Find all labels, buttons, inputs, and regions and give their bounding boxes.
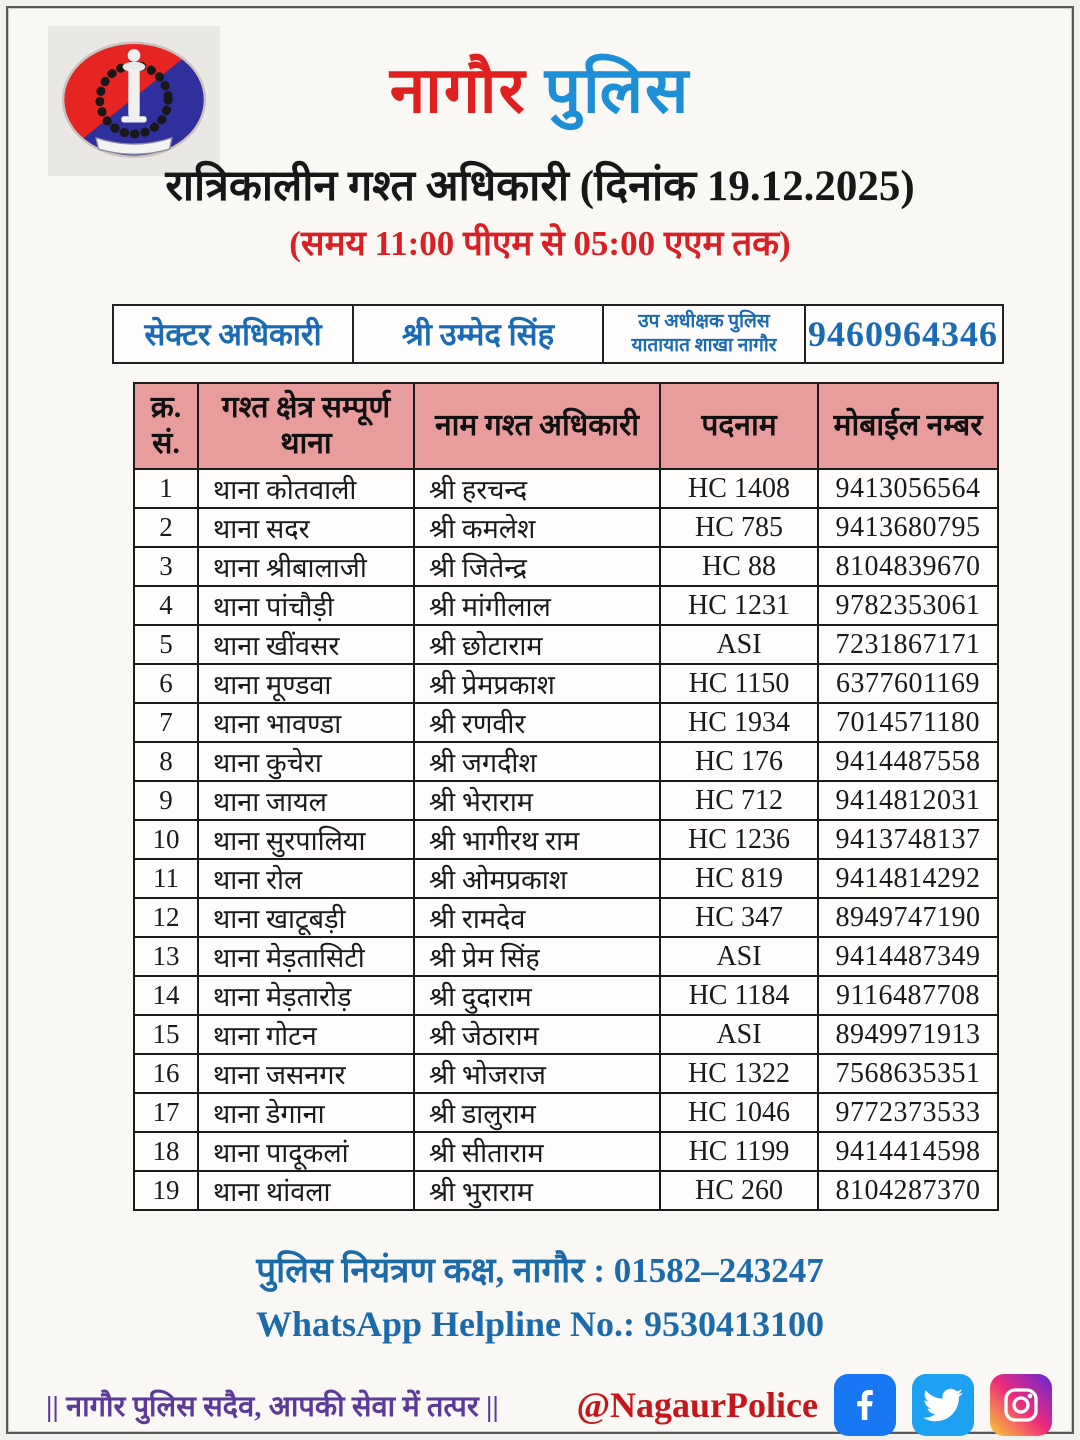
cell-patrol-area: थाना खींवसर [198, 625, 414, 664]
cell-designation: HC 1236 [660, 820, 818, 859]
cell-officer-name: श्री भुराराम [414, 1171, 660, 1210]
cell-designation: HC 785 [660, 508, 818, 547]
helpline-footer [8, 1246, 1072, 1345]
cell-designation: HC 819 [660, 859, 818, 898]
cell-serial-no: 13 [134, 937, 198, 976]
cell-serial-no: 5 [134, 625, 198, 664]
cell-serial-no: 3 [134, 547, 198, 586]
cell-designation: HC 1150 [660, 664, 818, 703]
cell-mobile-number: 8949971913 [818, 1015, 998, 1054]
table-header [134, 383, 998, 469]
cell-patrol-area: थाना भावण्डा [198, 703, 414, 742]
cell-patrol-area: थाना पादूकलां [198, 1132, 414, 1171]
sector-officer-label: सेक्टर अधिकारी [114, 306, 354, 362]
cell-serial-no: 2 [134, 508, 198, 547]
cell-officer-name: श्री प्रेमप्रकाश [414, 664, 660, 703]
patrol-officers-table [133, 382, 999, 1211]
cell-patrol-area: थाना जसनगर [198, 1054, 414, 1093]
cell-patrol-area: थाना सदर [198, 508, 414, 547]
cell-officer-name: श्री रामदेव [414, 898, 660, 937]
cell-mobile-number: 7568635351 [818, 1054, 998, 1093]
cell-officer-name: श्री ओमप्रकाश [414, 859, 660, 898]
table-row [134, 469, 998, 508]
table-row [134, 547, 998, 586]
cell-designation: ASI [660, 937, 818, 976]
cell-mobile-number: 9414487349 [818, 937, 998, 976]
cell-designation: HC 88 [660, 547, 818, 586]
table-row [134, 976, 998, 1015]
cell-serial-no: 19 [134, 1171, 198, 1210]
patrol-time-range: (समय 11:00 पीएम से 05:00 एएम तक) [289, 224, 791, 264]
table-row [134, 859, 998, 898]
cell-officer-name: श्री जगदीश [414, 742, 660, 781]
cell-patrol-area: थाना रोल [198, 859, 414, 898]
cell-patrol-area: थाना जायल [198, 781, 414, 820]
cell-patrol-area: थाना श्रीबालाजी [198, 547, 414, 586]
cell-designation: HC 1934 [660, 703, 818, 742]
cell-serial-no: 10 [134, 820, 198, 859]
header-designation: पदनाम [660, 383, 818, 469]
cell-officer-name: श्री मांगीलाल [414, 586, 660, 625]
cell-mobile-number: 8949747190 [818, 898, 998, 937]
cell-mobile-number: 9772373533 [818, 1093, 998, 1132]
table-row [134, 1171, 998, 1210]
cell-mobile-number: 9413056564 [818, 469, 998, 508]
table-row [134, 586, 998, 625]
cell-designation: HC 1046 [660, 1093, 818, 1132]
cell-officer-name: श्री भागीरथ राम [414, 820, 660, 859]
page-title [8, 56, 1072, 126]
cell-patrol-area: थाना थांवला [198, 1171, 414, 1210]
cell-serial-no: 18 [134, 1132, 198, 1171]
cell-mobile-number: 9116487708 [818, 976, 998, 1015]
cell-serial-no: 4 [134, 586, 198, 625]
cell-officer-name: श्री प्रेम सिंह [414, 937, 660, 976]
cell-mobile-number: 8104839670 [818, 547, 998, 586]
cell-officer-name: श्री छोटाराम [414, 625, 660, 664]
cell-designation: HC 1408 [660, 469, 818, 508]
cell-patrol-area: थाना खाटूबड़ी [198, 898, 414, 937]
page-header [8, 8, 1072, 266]
instagram-icon [990, 1374, 1052, 1436]
cell-mobile-number: 9414414598 [818, 1132, 998, 1171]
table-row [134, 1132, 998, 1171]
cell-officer-name: श्री भेराराम [414, 781, 660, 820]
table-row [134, 937, 998, 976]
table-row [134, 625, 998, 664]
cell-serial-no: 8 [134, 742, 198, 781]
cell-serial-no: 6 [134, 664, 198, 703]
cell-designation: ASI [660, 1015, 818, 1054]
cell-serial-no: 11 [134, 859, 198, 898]
cell-patrol-area: थाना मूण्डवा [198, 664, 414, 703]
title-word-nagaur: नागौर [389, 55, 527, 126]
sector-officer-phone: 9460964346 [808, 314, 998, 354]
cell-designation: HC 1322 [660, 1054, 818, 1093]
poster-frame [6, 6, 1074, 1434]
cell-serial-no: 15 [134, 1015, 198, 1054]
cell-officer-name: श्री रणवीर [414, 703, 660, 742]
cell-designation: HC 1231 [660, 586, 818, 625]
cell-designation: ASI [660, 625, 818, 664]
table-body [134, 469, 998, 1210]
cell-officer-name: श्री सीताराम [414, 1132, 660, 1171]
cell-patrol-area: थाना गोटन [198, 1015, 414, 1054]
police-slogan: || नागौर पुलिस सदैव, आपकी सेवा में तत्पर || [46, 1390, 499, 1423]
cell-officer-name: श्री डालुराम [414, 1093, 660, 1132]
cell-serial-no: 7 [134, 703, 198, 742]
header-patrol-area: गश्त क्षेत्र सम्पूर्ण थाना [198, 383, 414, 469]
cell-designation: HC 712 [660, 781, 818, 820]
table-row [134, 1093, 998, 1132]
cell-mobile-number: 8104287370 [818, 1171, 998, 1210]
table-row [134, 1015, 998, 1054]
cell-patrol-area: थाना मेड़तासिटी [198, 937, 414, 976]
table-row [134, 1054, 998, 1093]
cell-officer-name: श्री भोजराज [414, 1054, 660, 1093]
cell-mobile-number: 7014571180 [818, 703, 998, 742]
table-row [134, 703, 998, 742]
whatsapp-helpline-line: WhatsApp Helpline No.: 9530413100 [255, 1304, 825, 1344]
table-row [134, 664, 998, 703]
sector-officer-strip [112, 304, 1004, 364]
cell-mobile-number: 9413748137 [818, 820, 998, 859]
cell-officer-name: श्री जितेन्द्र [414, 547, 660, 586]
cell-patrol-area: थाना मेड़तारोड़ [198, 976, 414, 1015]
notice-subtitle: रात्रिकालीन गश्त अधिकारी (दिनांक 19.12.2025) [165, 163, 915, 211]
header-officer-name: नाम गश्त अधिकारी [414, 383, 660, 469]
facebook-icon [834, 1374, 896, 1436]
cell-patrol-area: थाना कोतवाली [198, 469, 414, 508]
cell-patrol-area: थाना पांचौड़ी [198, 586, 414, 625]
cell-designation: HC 347 [660, 898, 818, 937]
cell-patrol-area: थाना कुचेरा [198, 742, 414, 781]
cell-officer-name: श्री कमलेश [414, 508, 660, 547]
cell-patrol-area: थाना डेगाना [198, 1093, 414, 1132]
designation-line1: उप अधीक्षक पुलिस [638, 311, 770, 333]
title-word-police: पुलिस [544, 55, 691, 126]
cell-serial-no: 14 [134, 976, 198, 1015]
cell-mobile-number: 9413680795 [818, 508, 998, 547]
cell-serial-no: 1 [134, 469, 198, 508]
sector-officer-name: श्री उम्मेद सिंह [354, 306, 604, 362]
cell-serial-no: 12 [134, 898, 198, 937]
cell-mobile-number: 9414487558 [818, 742, 998, 781]
cell-designation: HC 1184 [660, 976, 818, 1015]
cell-patrol-area: थाना सुरपालिया [198, 820, 414, 859]
cell-designation: HC 176 [660, 742, 818, 781]
cell-serial-no: 9 [134, 781, 198, 820]
social-handle: @NagaurPolice [576, 1385, 818, 1425]
cell-designation: HC 1199 [660, 1132, 818, 1171]
table-row [134, 742, 998, 781]
bottom-bar [22, 1374, 1058, 1436]
table-row [134, 898, 998, 937]
sector-officer-designation [604, 306, 806, 362]
designation-line2: यातायात शाखा नागौर [631, 335, 777, 356]
control-room-line: पुलिस नियंत्रण कक्ष, नागौर : 01582–243247 [256, 1251, 824, 1290]
cell-mobile-number: 9414812031 [818, 781, 998, 820]
twitter-icon [912, 1374, 974, 1436]
table-row [134, 508, 998, 547]
cell-officer-name: श्री जेठाराम [414, 1015, 660, 1054]
cell-designation: HC 260 [660, 1171, 818, 1210]
cell-mobile-number: 6377601169 [818, 664, 998, 703]
cell-officer-name: श्री दुदाराम [414, 976, 660, 1015]
cell-serial-no: 16 [134, 1054, 198, 1093]
table-row [134, 781, 998, 820]
social-icons [834, 1374, 1052, 1436]
cell-mobile-number: 7231867171 [818, 625, 998, 664]
header-serial-no: क्र. सं. [134, 383, 198, 469]
table-row [134, 820, 998, 859]
cell-serial-no: 17 [134, 1093, 198, 1132]
cell-mobile-number: 9782353061 [818, 586, 998, 625]
header-mobile-number: मोबाईल नम्बर [818, 383, 998, 469]
cell-mobile-number: 9414814292 [818, 859, 998, 898]
cell-officer-name: श्री हरचन्द [414, 469, 660, 508]
